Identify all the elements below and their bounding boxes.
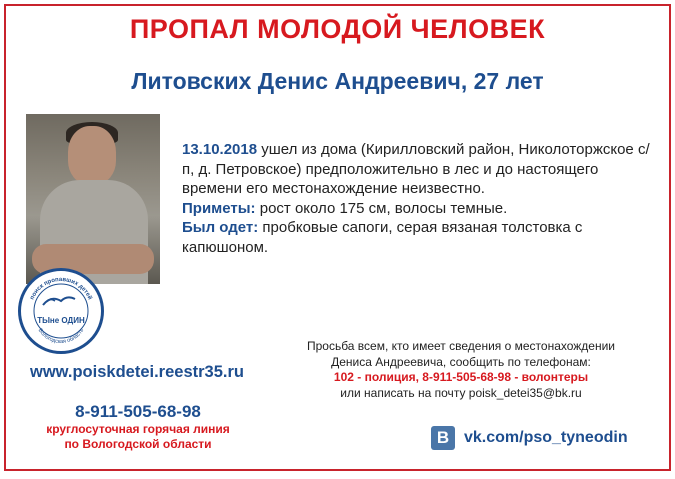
signs-label: Приметы:	[182, 199, 256, 217]
disappearance-description	[182, 140, 657, 257]
poster-title: ПРОПАЛ МОЛОДОЙ ЧЕЛОВЕК	[129, 14, 546, 44]
logo-ring-text: поиск пропавших детей	[29, 276, 93, 301]
website-link[interactable]: www.poiskdetei.reestr35.ru	[30, 363, 244, 381]
hotline-label-2: по Вологодской области	[64, 437, 212, 451]
hotline-label-1: круглосуточная горячая линия	[46, 422, 230, 436]
hotline-number[interactable]: 8-911-505-68-98	[75, 402, 201, 421]
vk-icon: B	[431, 426, 455, 450]
logo-center-text: ТЫне ОДИН	[37, 316, 85, 325]
logo-bottom-text: Вологодская область	[36, 327, 86, 346]
tyneodin-logo	[18, 268, 104, 354]
disappearance-date: 13.10.2018	[182, 141, 258, 158]
vk-link-text[interactable]: vk.com/pso_tyneodin	[464, 429, 628, 446]
svg-text:Вологодская область	[37, 328, 86, 345]
vk-link[interactable]	[431, 425, 628, 451]
request-line-1: Просьба всем, кто имеет сведения о местонахождении	[306, 339, 616, 353]
disappearance-text: ушел из дома (Кирилловский район, Николоторжское с/п, д. Петровское) предположительно в лес и до настоящего времени его местонахождение неизвестно.	[182, 141, 650, 197]
clothes-text: пробковые сапоги, серая вязаная толстовка с капюшоном.	[182, 219, 583, 256]
phone-numbers[interactable]: 102 - полиция, 8-911-505-68-98 - волонтеры	[333, 370, 589, 384]
person-name-age: Литовских Денис Андреевич, 27 лет	[131, 68, 544, 94]
missing-person-poster	[4, 4, 671, 471]
email-line[interactable]: или написать на почту poisk_detei35@bk.ru	[340, 385, 582, 400]
hotline-block	[28, 402, 248, 452]
contact-request	[276, 339, 646, 401]
person-photo	[26, 114, 160, 284]
request-line-2: Дениса Андреевича, сообщить по телефонам:	[331, 354, 591, 369]
signs-text: рост около 175 см, волосы темные.	[255, 199, 508, 217]
clothes-label: Был одет:	[182, 219, 259, 236]
